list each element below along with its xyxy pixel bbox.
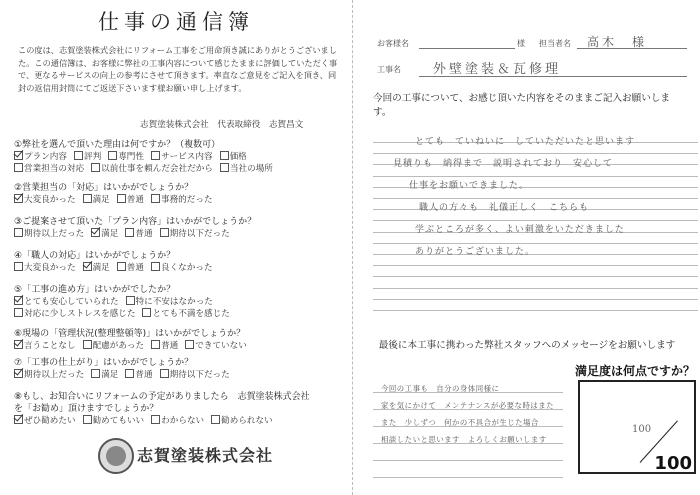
option-label: 大変良かった (24, 263, 76, 273)
question-1 (14, 139, 348, 175)
checkbox[interactable] (151, 262, 160, 271)
option-label: 営業担当の対応 (24, 164, 85, 174)
option[interactable] (185, 341, 247, 351)
option[interactable] (160, 229, 230, 239)
checkbox[interactable] (14, 369, 23, 378)
checkbox[interactable] (14, 194, 23, 203)
checkbox[interactable] (185, 340, 194, 349)
option[interactable] (74, 152, 101, 162)
option-label: わからない (161, 416, 205, 426)
option[interactable] (83, 416, 145, 426)
message-line: また 少しずつ 何かの不具合が生じた場合 (381, 418, 539, 427)
checkbox[interactable] (211, 415, 220, 424)
option[interactable] (91, 370, 118, 380)
option[interactable] (14, 341, 76, 351)
question-7 (14, 357, 348, 381)
staff-name: 高木 様 (587, 35, 648, 49)
question-text: ③ご提案させて頂いた「プラン内容」はいかがでしょうか？ (14, 217, 257, 227)
message-line: 今回の工事も 自分の身体同様に (381, 384, 500, 393)
intro-text: この度は、志賀塗装株式会社にリフォーム工事をご用命頂き誠にありがとうございました。この通信簿は、お客様に弊社の工事内容について感じたままに評価していただく事で、更なるサービスの向上の参考にさせて頂きます。率直なご意見をご記入を頂き、同封の返信用封筒にてご返送下さいます様お願い申し上げます。 (18, 45, 338, 93)
comment-line: 職人の方々も 礼儀正しく こちらも (419, 203, 590, 213)
option-label: 期待以下だった (169, 229, 230, 239)
question-5 (14, 284, 348, 320)
checkbox[interactable] (14, 340, 23, 349)
question-text: ⑧もし、お知合いにリフォームの予定がありましたら 志賀塗装株式会社を「お勧め」頂けますでしょうか？ (14, 392, 310, 414)
checkbox[interactable] (74, 151, 83, 160)
checkbox[interactable] (160, 369, 169, 378)
question-text: ①弊社を選んで頂いた理由は何ですか？（複数可） (14, 140, 221, 150)
option[interactable] (14, 229, 84, 239)
option-label: 期待以下だった (169, 370, 230, 380)
option[interactable] (160, 370, 230, 380)
option[interactable] (83, 263, 110, 273)
checkbox[interactable] (125, 369, 134, 378)
option-label: 普通 (126, 195, 144, 205)
comment-line: とても ていねいに していただいたと思います (415, 137, 636, 147)
option-label: 満足 (101, 370, 119, 380)
staff-name-field (577, 48, 687, 49)
checkbox[interactable] (151, 340, 160, 349)
option-label: 当社の場所 (229, 164, 273, 174)
option[interactable] (151, 263, 213, 273)
option-row (14, 163, 348, 175)
option[interactable] (14, 297, 119, 307)
option-label: 配慮があった (92, 341, 145, 351)
comment-line: 学ぶところが多く、よい刺激をいただきました (415, 225, 625, 235)
option[interactable] (151, 152, 213, 162)
option[interactable] (142, 309, 229, 319)
option-label: 評判 (83, 152, 102, 162)
right-page (353, 0, 700, 495)
option-label: できていない (195, 341, 247, 351)
option[interactable] (125, 370, 152, 380)
option[interactable] (211, 416, 273, 426)
option-label: とても安心していられた (24, 297, 119, 307)
option-label: 以前仕事を頼んだ会社だから (101, 164, 213, 174)
option[interactable] (151, 195, 213, 205)
company-logo (98, 438, 134, 474)
question-4 (14, 250, 348, 274)
option[interactable] (220, 164, 273, 174)
option-row (14, 340, 348, 352)
option-row (14, 194, 348, 206)
checkbox[interactable] (14, 228, 23, 237)
satisfaction-score: 100 (632, 424, 652, 435)
option-label: 満足 (92, 195, 110, 205)
checkbox[interactable] (14, 308, 23, 317)
ruled-line (373, 153, 698, 154)
option-label: 普通 (161, 341, 179, 351)
question-3 (14, 216, 348, 240)
satisfaction-title: 満足度は何点ですか？ (575, 364, 696, 378)
checkbox[interactable] (220, 151, 229, 160)
work-name-field (419, 76, 687, 77)
option[interactable] (14, 152, 67, 162)
option[interactable] (220, 152, 247, 162)
option-label: サービス内容 (160, 152, 213, 162)
option[interactable] (14, 195, 76, 205)
checkbox[interactable] (14, 163, 23, 172)
checkbox[interactable] (14, 262, 23, 271)
question-text: ⑤「工事の進め方」はいかがでしたか？ (14, 285, 176, 295)
question-8 (14, 391, 348, 427)
checkbox[interactable] (14, 151, 23, 160)
option[interactable] (83, 195, 110, 205)
message-line: 相談したいと思います よろしくお願いします (381, 435, 547, 444)
checkbox[interactable] (160, 228, 169, 237)
option-label: 価格 (229, 152, 247, 162)
checkbox[interactable] (117, 262, 126, 271)
ruled-line (373, 198, 698, 199)
question-text: ④「職人の対応」はいかがでしょうか？ (14, 251, 176, 261)
checkbox[interactable] (83, 194, 92, 203)
option[interactable] (14, 370, 84, 380)
option-label: 事務的だった (160, 195, 213, 205)
checkbox[interactable] (108, 151, 117, 160)
ruled-line (373, 477, 563, 478)
option-label: とても不満を感じた (152, 309, 230, 319)
option-label: ぜひ勧めたい (24, 416, 76, 426)
satisfaction-box (578, 380, 696, 474)
option-label: 勧められない (221, 416, 273, 426)
checkbox[interactable] (117, 194, 126, 203)
ruled-line (373, 299, 698, 300)
customer-suffix: 様 (517, 39, 525, 48)
company-name-footer: 志賀塗装株式会社 (137, 446, 274, 465)
ruled-line (373, 265, 698, 266)
option[interactable] (91, 164, 213, 174)
option-label: 大変良かった (24, 195, 76, 205)
checkbox[interactable] (151, 151, 160, 160)
customer-name-field (419, 48, 515, 49)
staff-label: 担当者名 (539, 39, 571, 48)
option-row (14, 262, 348, 274)
option-label: 普通 (135, 229, 153, 239)
option[interactable] (125, 229, 152, 239)
option-label: 普通 (126, 263, 144, 273)
checkbox[interactable] (142, 308, 151, 317)
option-row (14, 228, 348, 240)
checkbox[interactable] (125, 228, 134, 237)
option-row (14, 369, 348, 381)
checkbox[interactable] (83, 340, 92, 349)
option-label: 専門性 (118, 152, 144, 162)
option[interactable] (14, 164, 84, 174)
checkbox[interactable] (151, 415, 160, 424)
question-6 (14, 328, 348, 352)
message-prompt: 最後に本工事に携わった弊社スタッフへのメッセージをお願いします (378, 340, 676, 351)
checkbox[interactable] (151, 194, 160, 203)
ruled-line (373, 288, 698, 289)
option-label: 普通 (135, 370, 153, 380)
comment-line: 仕事をお願いできました。 (409, 181, 530, 191)
option[interactable] (14, 416, 76, 426)
message-line: 家を気にかけて メンテナンスが必要な時はまた (381, 401, 555, 410)
checkbox[interactable] (91, 369, 100, 378)
option-label: 良くなかった (160, 263, 213, 273)
question-text: ②営業担当の「対応」はいかがでしょうか？ (14, 183, 194, 193)
comment-prompt: 今回の工事について、お感じ頂いた内容をそのままご記入お願いします。 (373, 93, 671, 118)
checkbox[interactable] (14, 296, 23, 305)
option-row (14, 151, 348, 163)
ruled-line (373, 276, 698, 277)
checkbox[interactable] (126, 296, 135, 305)
option-label: 対応に少しストレスを感じた (24, 309, 136, 319)
option[interactable] (117, 263, 144, 273)
option-label: 満足 (101, 229, 119, 239)
checkbox[interactable] (14, 415, 23, 424)
company-signature: 志賀塗装株式会社 代表取締役 志賀昌文 (140, 120, 304, 130)
option-label: 期待以上だった (24, 229, 85, 239)
checkbox[interactable] (83, 415, 92, 424)
ruled-line (373, 310, 698, 311)
checkbox[interactable] (91, 163, 100, 172)
option[interactable] (14, 309, 135, 319)
ruled-line (373, 176, 698, 177)
option-label: 期待以上だった (24, 370, 85, 380)
option-label: 特に不安はなかった (135, 297, 213, 307)
option[interactable] (83, 341, 144, 351)
option[interactable] (117, 195, 144, 205)
option[interactable] (151, 416, 204, 426)
checkbox[interactable] (220, 163, 229, 172)
option[interactable] (151, 341, 178, 351)
customer-label: お客様名 (377, 39, 409, 48)
option[interactable] (126, 297, 213, 307)
comment-line: 見積りも 納得まで 説明されており 安心して (393, 159, 614, 169)
option-row (14, 308, 348, 320)
work-label: 工事名 (377, 65, 401, 74)
question-text: ⑦「工事の仕上がり」はいかがでしょうか？ (14, 358, 194, 368)
option-label: 満足 (92, 263, 110, 273)
checkbox[interactable] (83, 262, 92, 271)
option-row (14, 296, 348, 308)
option-row (14, 415, 348, 427)
option[interactable] (108, 152, 144, 162)
checkbox[interactable] (91, 228, 100, 237)
option-label: プラン内容 (24, 152, 67, 162)
ruled-line (373, 460, 563, 461)
question-text: ⑥現場の「管理状況(整理整頓等)」はいかがでしょうか？ (14, 329, 246, 339)
satisfaction-max: 100 (654, 453, 692, 474)
option[interactable] (14, 263, 76, 273)
work-name: 外壁塗装＆瓦修理 (433, 62, 562, 77)
page-title: 仕事の通信簿 (98, 10, 254, 34)
option-label: 言うことなし (24, 341, 76, 351)
comment-line: ありがとうございました。 (415, 247, 536, 257)
option-label: 勧めてもいい (92, 416, 145, 426)
question-2 (14, 182, 348, 206)
option[interactable] (91, 229, 118, 239)
